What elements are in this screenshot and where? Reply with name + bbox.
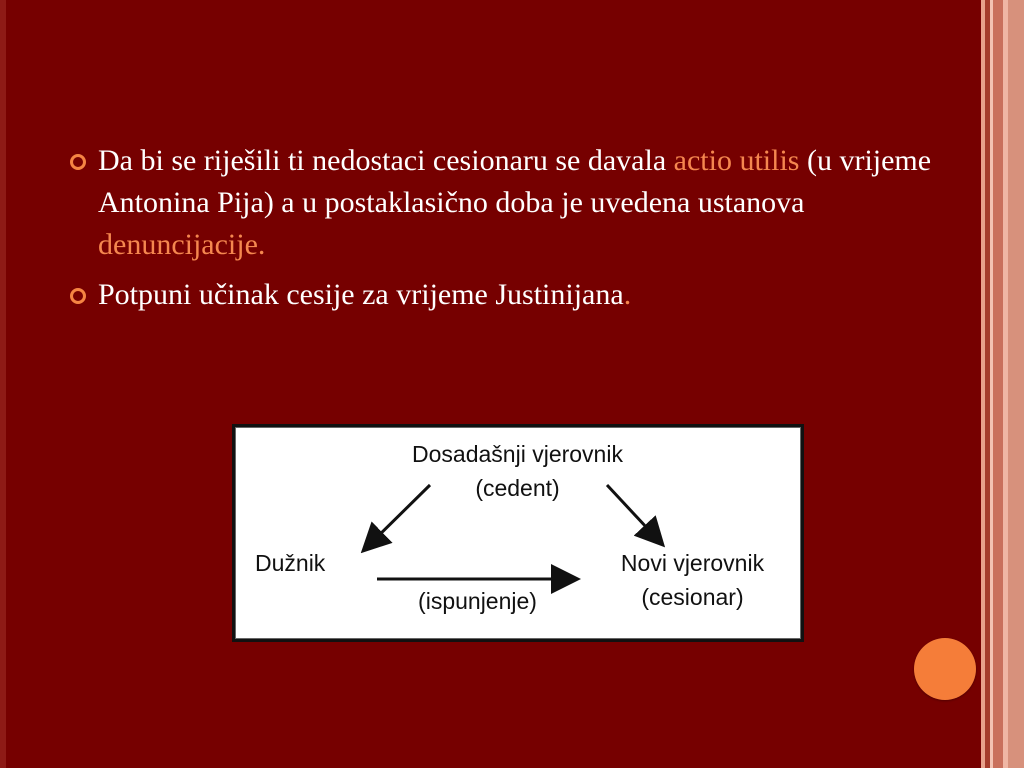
bullet-ring-icon: [70, 288, 86, 304]
highlight-denuncijacije: denuncijacije: [98, 228, 258, 261]
bullet-item-2: [70, 274, 965, 316]
orange-circle: [914, 638, 976, 700]
bullet-ring-icon: [70, 154, 86, 170]
highlight-actio-utilis: actio utilis: [673, 144, 800, 177]
diagram-label-new-creditor: Novi vjerovnik: [620, 550, 765, 576]
diagram-label-debtor: Dužnik: [255, 550, 326, 576]
left-edge-stripe: [0, 0, 6, 768]
bullet-list: [70, 140, 965, 324]
bullet-text: (u vrijeme Antonina Pija) a u postaklasično doba je uvedena ustanova: [98, 144, 932, 219]
cession-diagram: [232, 424, 804, 642]
highlight-period: .: [623, 278, 632, 311]
diagram-label-cedent-title: Dosadašnji vjerovnik: [412, 441, 623, 467]
bullet-text: Potpuni učinak cesije za vrijeme Justinijana: [98, 278, 624, 311]
diagram-label-performance: (ispunjenje): [418, 588, 537, 614]
diagram-label-cesionar: (cesionar): [641, 584, 744, 610]
bullet-text: Da bi se riješili ti nedostaci cesionaru se davala: [98, 144, 674, 177]
bullet-item-1: [70, 140, 965, 266]
diagram-label-cedent: (cedent): [475, 475, 560, 501]
highlight-period: .: [257, 228, 266, 261]
right-border-stripe: [1008, 0, 1024, 768]
right-border-stripe: [993, 0, 1003, 768]
